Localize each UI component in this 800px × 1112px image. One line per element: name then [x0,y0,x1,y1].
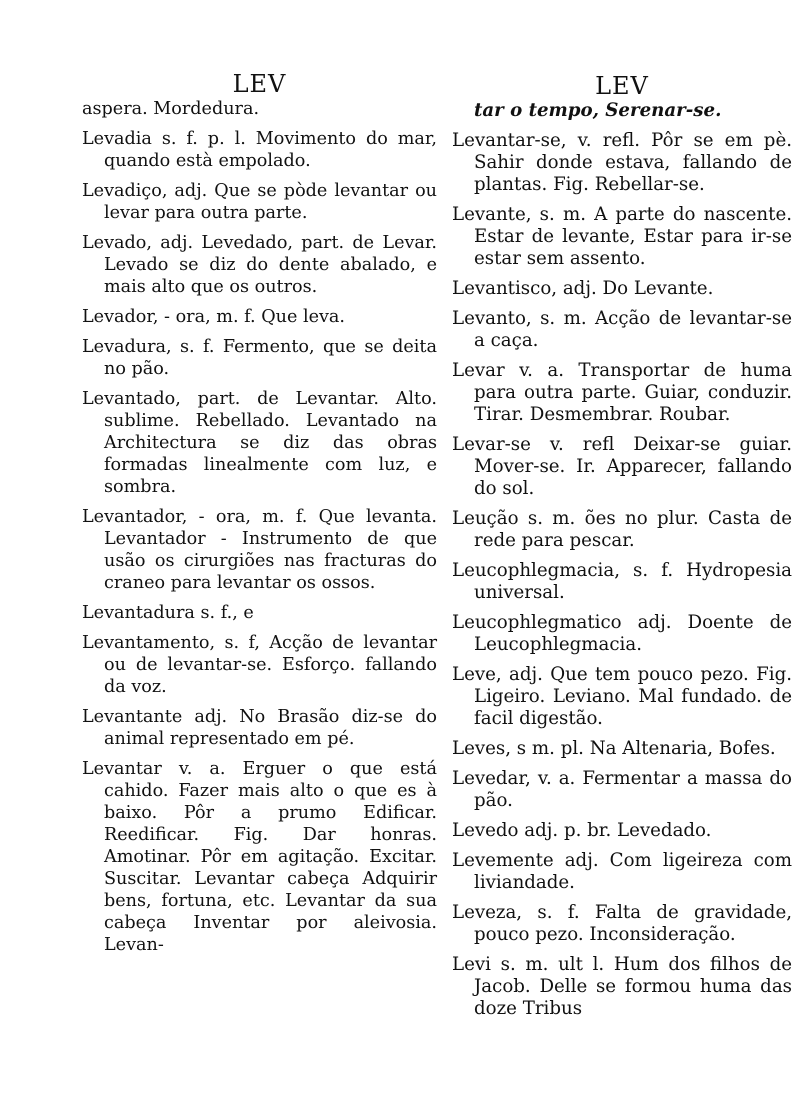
entry: Levado, adj. Levedado, part. de Levar. Levado se diz do dente abalado, e mais alto que os outros. [82,233,437,297]
running-head-right: LEV [595,72,649,100]
entry: Levantisco, adj. Do Levante. [452,278,714,299]
entry: Levedo adj. p. br. Levedado. [452,820,712,841]
entry: Levador, - ora, m. f. Que leva. [82,307,346,327]
entry: Leve, adj. Que tem pouco pezo. Fig. Ligeiro. Leviano. Mal fundado. de facil digestão. [452,664,792,729]
entry: Levar v. a. Transportar de huma para outra parte. Guiar, conduzir. Tirar. Desmembrar. Roubar. [452,360,792,425]
entry: Levantar-se, v. refl. Pôr se em pè. Sahir donde estava, fallando de plantas. Fig. Rebellar-se. [452,130,792,195]
entry: Levadiço, adj. Que se pòde levantar ou levar para outra parte. [82,181,437,223]
entry: Levemente adj. Com ligeireza com liviandade. [452,850,792,893]
entry: Levante, s. m. A parte do nascente. Estar de levante, Estar para ir-se estar sem assento. [452,204,792,269]
carried-over-text: tar o tempo, Serenar-se. [474,100,722,121]
carried-over-text: aspera. Mordedura. [82,99,260,119]
running-head-left: LEV [232,70,287,98]
entry: Levadia s. f. p. l. Movimento do mar, quando està empolado. [82,129,437,171]
entry: Levantante adj. No Brasão diz-se do animal representado em pé. [82,707,437,749]
entry: Levar-se v. refl Deixar-se guiar. Mover-se. Ir. Apparecer, fallando do sol. [452,434,792,499]
entry: Levantado, part. de Levantar. Alto. sublime. Rebellado. Levantado na Architectura se diz das obras formadas linealmente com luz, e sombra. [82,389,437,497]
entry: Leucophlegmatico adj. Doente de Leucophlegmacia. [452,612,792,655]
entry: Levantadura s. f., e [82,603,254,623]
entry: Levantamento, s. f, Acção de levantar ou de levantar-se. Esforço. fallando da voz. [82,633,437,697]
entry: Leução s. m. ões no plur. Casta de rede para pescar. [452,508,792,551]
left-column [82,70,437,964]
entry: Levi s. m. ult l. Hum dos filhos de Jacob. Delle se formou huma das doze Tribus [452,954,792,1019]
entry: Levedar, v. a. Fermentar a massa do pão. [452,768,792,811]
entry: Leucophlegmacia, s. f. Hydropesia universal. [452,560,792,603]
entry: Levadura, s. f. Fermento, que se deita no pão. [82,337,437,379]
entry: Levantar v. a. Erguer o que está cahido. Fazer mais alto o que es à baixo. Pôr a prumo Edificar. Reedificar. Fig. Dar honras. Amotinar. Pôr em agitação. Excitar. Suscitar. Levantar cabeça Adquirir bens, fortuna, etc. Levantar da sua cabeça Inventar por aleivosia. Levan- [82,759,437,955]
right-column [452,72,792,1028]
entry: Levanto, s. m. Acção de levantar-se a caça. [452,308,792,351]
entry: Levantador, - ora, m. f. Que levanta. Levantador - Instrumento de que usão os cirurgiões nas fracturas do craneo para levantar os ossos. [82,507,437,593]
entry: Leveza, s. f. Falta de gravidade, pouco pezo. Inconsideração. [452,902,792,945]
entry: Leves, s m. pl. Na Altenaria, Bofes. [452,738,776,759]
